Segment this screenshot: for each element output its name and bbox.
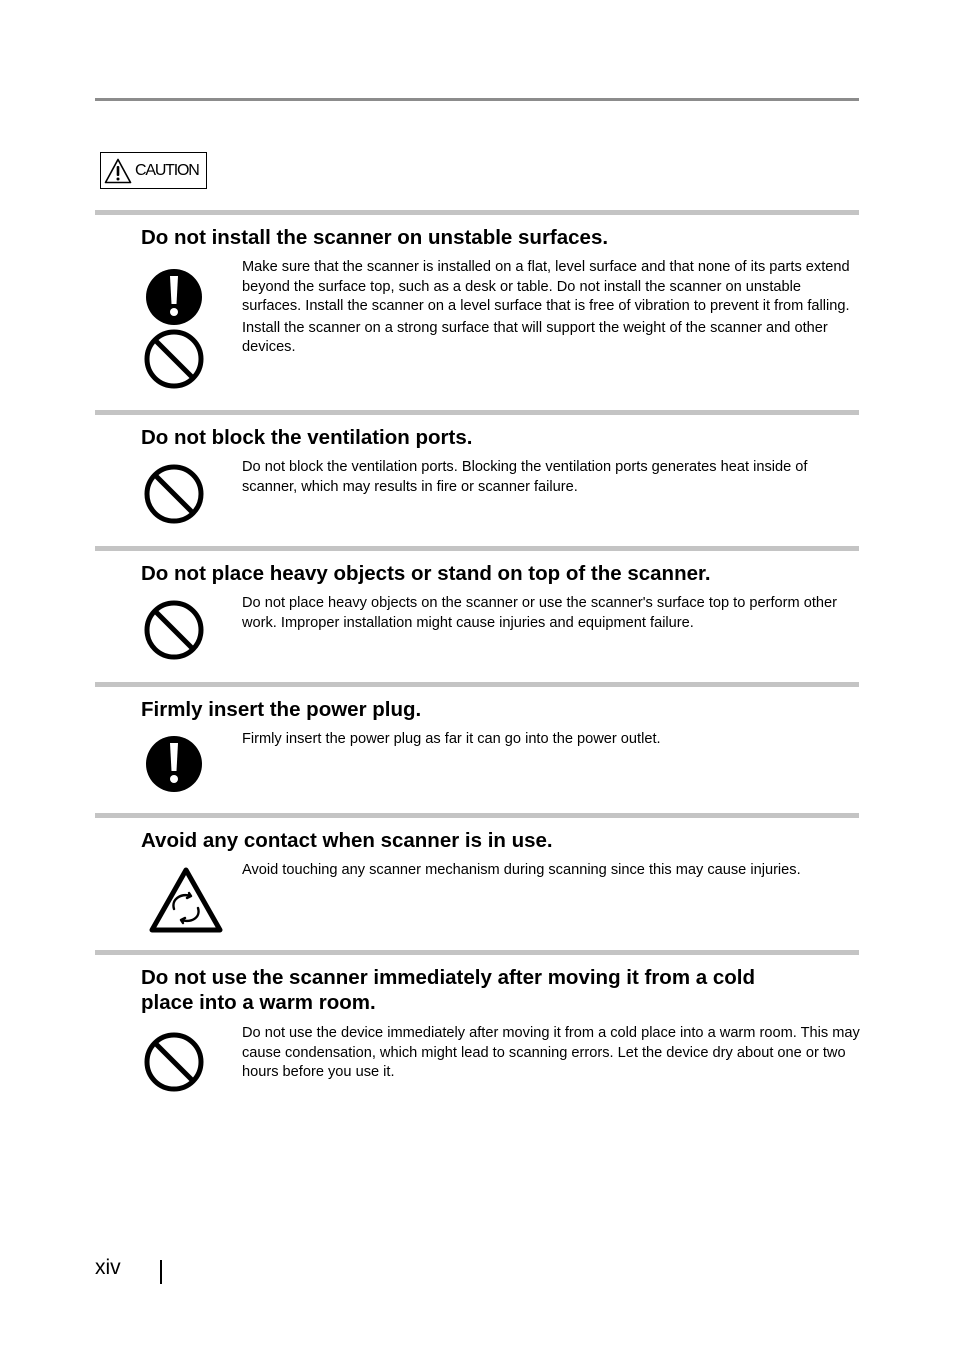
body-paragraph: Do not place heavy objects on the scanner or use the scanner's surface top to perform other work. Improper installation might cause injuries and equipment failure. xyxy=(242,595,837,631)
warning-triangle-icon xyxy=(104,158,132,184)
section-cold-to-warm xyxy=(95,950,860,1080)
mandatory-icon xyxy=(142,265,206,329)
prohibition-icon xyxy=(142,462,206,526)
body-paragraph: Install the scanner on a strong surface that will support the weight of the scanner and other devices. xyxy=(242,319,828,355)
section-title xyxy=(141,965,755,1015)
section-divider xyxy=(95,813,859,818)
section-divider xyxy=(95,210,859,215)
prohibition-icon xyxy=(142,1030,206,1094)
section-title-line: place into a warm room. xyxy=(141,991,376,1014)
section-divider xyxy=(95,682,859,687)
section-power-plug xyxy=(95,682,859,747)
section-title: Avoid any contact when scanner is in use. xyxy=(141,829,553,852)
prohibition-icon xyxy=(142,327,206,391)
caution-badge xyxy=(100,152,207,189)
section-body xyxy=(242,1024,862,1083)
top-rule xyxy=(95,98,859,101)
section-unstable-surfaces xyxy=(95,210,859,355)
page-number: xiv xyxy=(95,1256,121,1279)
rotating-parts-warning-icon xyxy=(149,866,223,934)
section-title: Do not place heavy objects or stand on top of the scanner. xyxy=(141,562,711,585)
section-avoid-contact xyxy=(95,813,859,878)
section-body xyxy=(242,458,862,497)
page-number-divider xyxy=(160,1260,162,1284)
section-heavy-objects xyxy=(95,546,859,631)
section-body xyxy=(242,594,862,633)
section-divider xyxy=(95,950,859,955)
mandatory-icon xyxy=(142,732,206,796)
section-title: Do not install the scanner on unstable surfaces. xyxy=(141,226,609,249)
section-divider xyxy=(95,410,859,415)
body-paragraph: Firmly insert the power plug as far it can go into the power outlet. xyxy=(242,731,661,747)
body-paragraph: Make sure that the scanner is installed on a flat, level surface and that none of its parts extend beyond the surface top, such as a desk or table. Do not install the scanner on unstable surfaces. Install the scanner on a level surface that is free of vibration to prevent it from falling. xyxy=(242,259,850,314)
body-paragraph: Do not use the device immediately after moving it from a cold place into a warm room. This may cause condensation, which might lead to scanning errors. Let the device dry about one or two hours before you use it. xyxy=(242,1025,860,1080)
section-body xyxy=(242,258,862,358)
section-divider xyxy=(95,546,859,551)
body-paragraph: Avoid touching any scanner mechanism during scanning since this may cause injuries. xyxy=(242,862,801,878)
prohibition-icon xyxy=(142,598,206,662)
caution-label: CAUTION xyxy=(135,161,199,179)
section-body xyxy=(242,861,862,881)
section-title: Do not block the ventilation ports. xyxy=(141,426,473,449)
section-title-line: Do not use the scanner immediately after moving it from a cold xyxy=(141,966,755,989)
section-ventilation xyxy=(95,410,859,495)
section-title: Firmly insert the power plug. xyxy=(141,698,422,721)
body-paragraph: Do not block the ventilation ports. Blocking the ventilation ports generates heat inside of scanner, which may results in fire or scanner failure. xyxy=(242,459,808,495)
section-body xyxy=(242,730,862,750)
